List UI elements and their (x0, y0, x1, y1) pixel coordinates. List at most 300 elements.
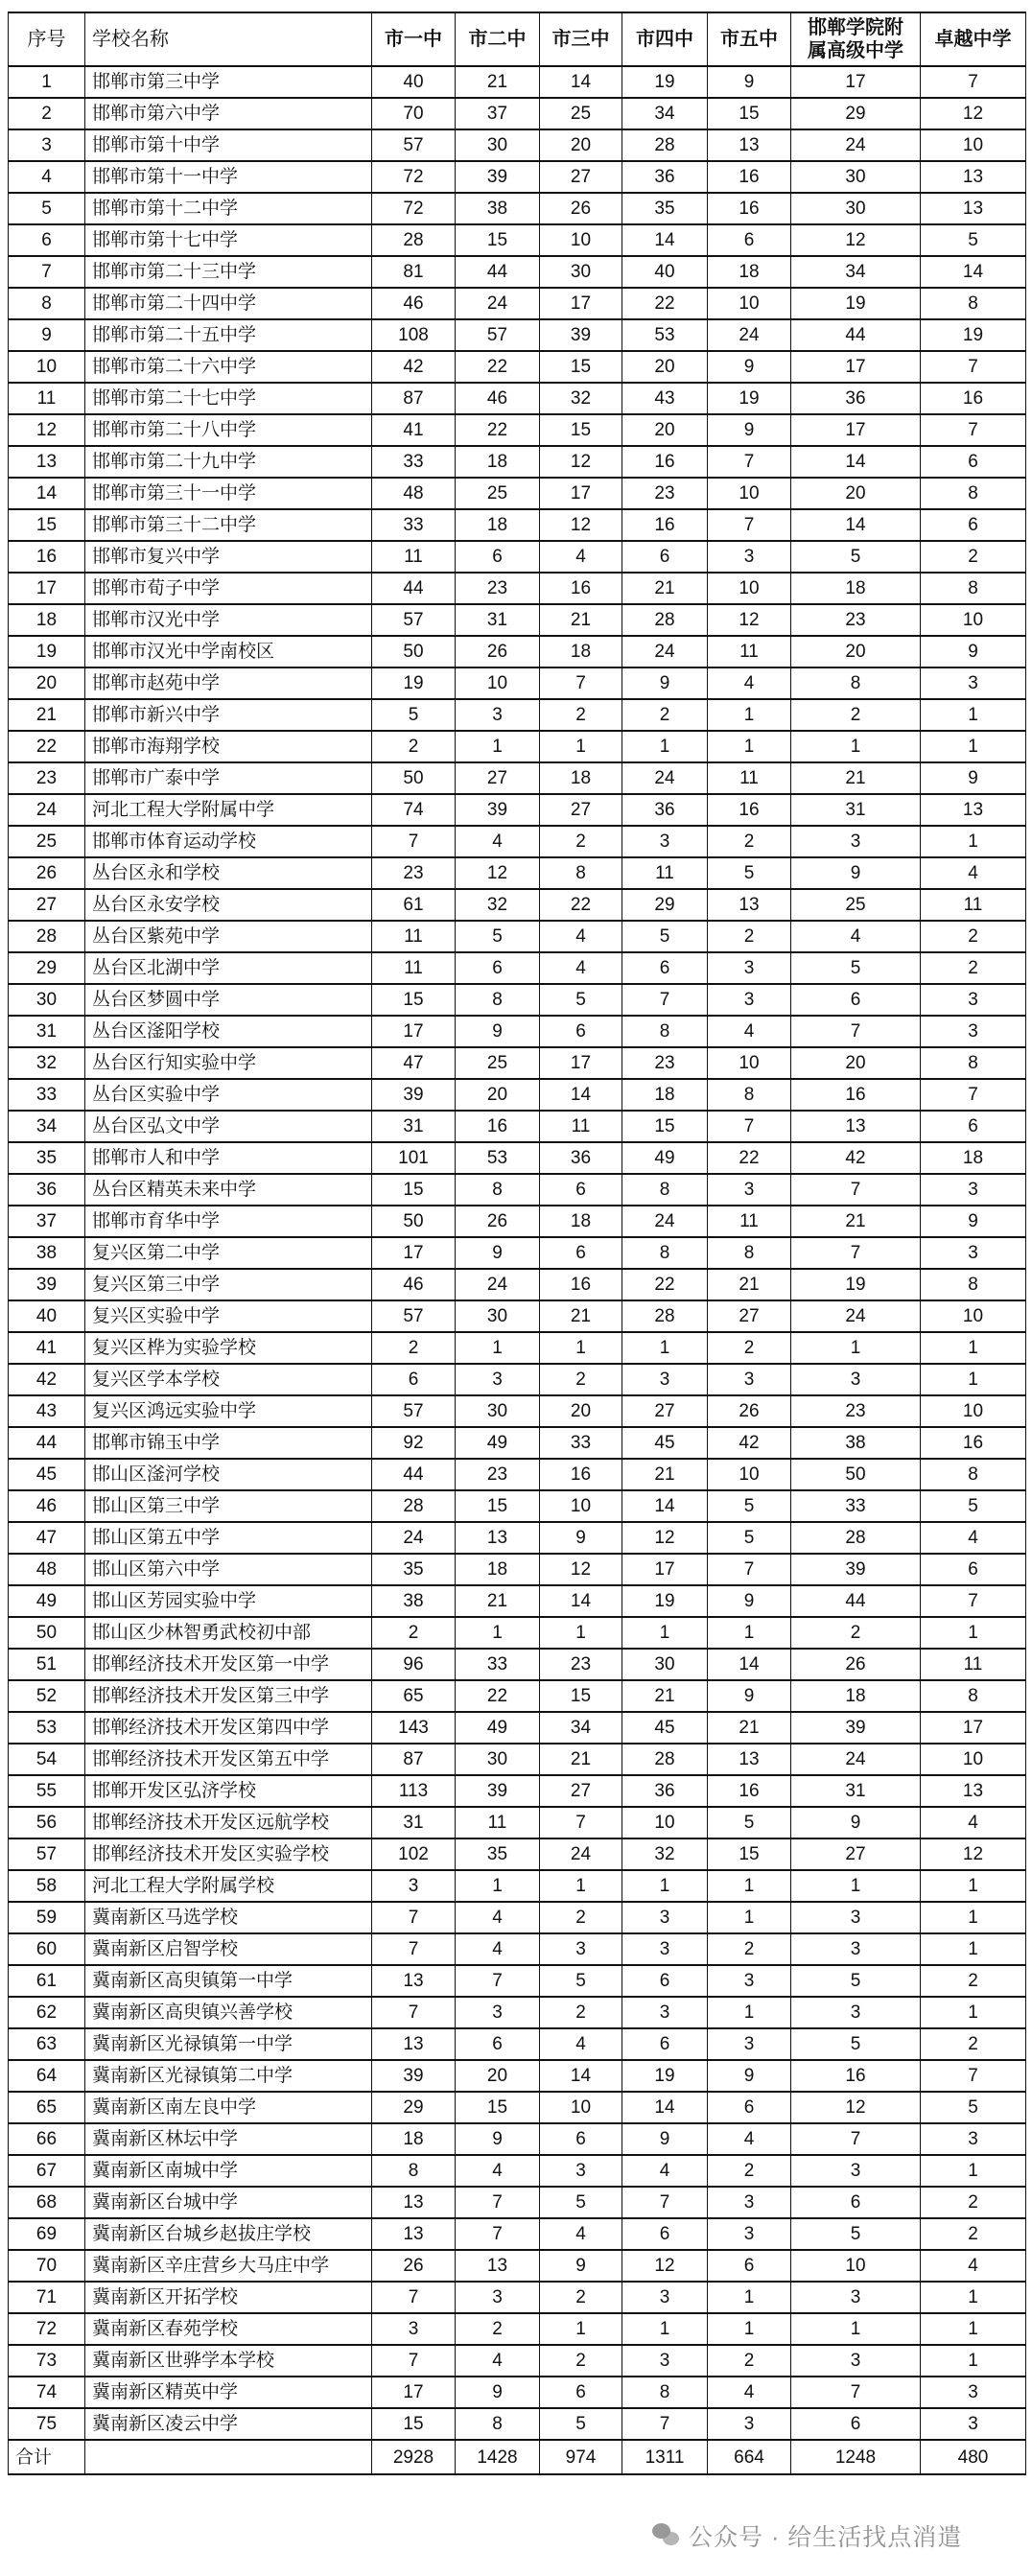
row-index: 63 (9, 2028, 85, 2060)
count-zhuoyue: 1 (921, 731, 1026, 762)
header-school-4: 市四中 (622, 12, 708, 66)
row-index: 50 (9, 1617, 85, 1649)
count-school-5: 11 (708, 762, 791, 794)
count-school-1: 2 (372, 731, 456, 762)
count-school-1: 26 (372, 2250, 456, 2282)
count-school-4: 7 (622, 984, 708, 1016)
count-school-3: 39 (540, 319, 622, 351)
row-index: 27 (9, 889, 85, 921)
count-school-2: 24 (456, 288, 540, 319)
table-row (9, 604, 1026, 636)
count-school-1: 17 (372, 1237, 456, 1269)
count-school-4: 8 (622, 1016, 708, 1047)
row-index: 52 (9, 1680, 85, 1712)
count-handan-college-affiliated: 13 (791, 1111, 921, 1142)
count-school-3: 3 (540, 1933, 622, 1965)
count-zhuoyue: 9 (921, 762, 1026, 794)
table-row (9, 1427, 1026, 1459)
count-school-4: 45 (622, 1712, 708, 1744)
school-name: 冀南新区光禄镇第二中学 (85, 2060, 372, 2092)
count-school-3: 25 (540, 98, 622, 129)
total-count-school-5: 664 (708, 2440, 791, 2474)
count-school-4: 18 (622, 1079, 708, 1111)
count-handan-college-affiliated: 3 (791, 1364, 921, 1395)
school-name: 复兴区实验中学 (85, 1300, 372, 1332)
count-school-2: 23 (456, 573, 540, 604)
count-school-2: 6 (456, 952, 540, 984)
school-name: 邯山区第三中学 (85, 1490, 372, 1522)
count-school-1: 102 (372, 1838, 456, 1870)
count-school-4: 6 (622, 2028, 708, 2060)
wechat-icon (652, 2523, 681, 2548)
count-school-5: 3 (708, 2187, 791, 2218)
count-school-4: 19 (622, 66, 708, 98)
count-school-3: 17 (540, 478, 622, 509)
row-index: 71 (9, 2282, 85, 2313)
count-school-2: 46 (456, 383, 540, 414)
count-school-4: 30 (622, 1649, 708, 1680)
table-row (9, 636, 1026, 667)
row-index: 2 (9, 98, 85, 129)
count-school-1: 42 (372, 351, 456, 383)
school-name: 冀南新区世骅学本学校 (85, 2345, 372, 2377)
count-school-4: 5 (622, 921, 708, 952)
table-row (9, 1142, 1026, 1174)
count-school-4: 36 (622, 1775, 708, 1807)
count-handan-college-affiliated: 3 (791, 2345, 921, 2377)
count-school-1: 47 (372, 1047, 456, 1079)
count-school-1: 96 (372, 1649, 456, 1680)
school-name: 邯郸市第二十六中学 (85, 351, 372, 383)
school-name: 河北工程大学附属中学 (85, 794, 372, 826)
count-handan-college-affiliated: 12 (791, 2092, 921, 2123)
table-row (9, 541, 1026, 573)
count-school-3: 17 (540, 288, 622, 319)
school-name: 冀南新区南左良中学 (85, 2092, 372, 2123)
count-school-3: 1 (540, 731, 622, 762)
count-handan-college-affiliated: 4 (791, 921, 921, 952)
count-school-5: 4 (708, 2377, 791, 2408)
count-school-3: 21 (540, 1300, 622, 1332)
count-zhuoyue: 8 (921, 288, 1026, 319)
count-school-1: 8 (372, 2155, 456, 2187)
school-name: 邯郸市锦玉中学 (85, 1427, 372, 1459)
row-index: 39 (9, 1269, 85, 1300)
count-school-3: 27 (540, 161, 622, 193)
count-school-4: 1 (622, 731, 708, 762)
row-index: 45 (9, 1459, 85, 1490)
count-school-5: 9 (708, 2060, 791, 2092)
count-school-5: 3 (708, 952, 791, 984)
count-school-5: 1 (708, 1870, 791, 1902)
table-row (9, 1459, 1026, 1490)
count-school-4: 21 (622, 1459, 708, 1490)
count-school-2: 12 (456, 857, 540, 889)
count-zhuoyue: 8 (921, 1047, 1026, 1079)
table-row (9, 2218, 1026, 2250)
row-index: 56 (9, 1807, 85, 1838)
table-row (9, 2313, 1026, 2345)
count-school-4: 6 (622, 541, 708, 573)
count-school-1: 11 (372, 952, 456, 984)
count-school-4: 14 (622, 224, 708, 256)
count-school-3: 16 (540, 573, 622, 604)
count-school-1: 143 (372, 1712, 456, 1744)
count-school-4: 22 (622, 288, 708, 319)
table-row (9, 1997, 1026, 2028)
count-zhuoyue: 2 (921, 2028, 1026, 2060)
row-index: 29 (9, 952, 85, 984)
count-zhuoyue: 2 (921, 2218, 1026, 2250)
school-name: 复兴区第二中学 (85, 1237, 372, 1269)
count-school-1: 33 (372, 509, 456, 541)
count-zhuoyue: 10 (921, 1300, 1026, 1332)
table-row (9, 509, 1026, 541)
count-school-4: 11 (622, 857, 708, 889)
count-handan-college-affiliated: 7 (791, 1016, 921, 1047)
count-handan-college-affiliated: 5 (791, 1965, 921, 1997)
count-school-5: 10 (708, 1047, 791, 1079)
row-index: 20 (9, 667, 85, 699)
count-school-4: 43 (622, 383, 708, 414)
table-row (9, 383, 1026, 414)
count-zhuoyue: 13 (921, 161, 1026, 193)
table-row (9, 1522, 1026, 1554)
count-school-5: 10 (708, 288, 791, 319)
count-handan-college-affiliated: 25 (791, 889, 921, 921)
count-handan-college-affiliated: 1 (791, 1870, 921, 1902)
count-zhuoyue: 3 (921, 1174, 1026, 1206)
row-index: 42 (9, 1364, 85, 1395)
count-zhuoyue: 12 (921, 98, 1026, 129)
count-school-5: 9 (708, 66, 791, 98)
row-index: 73 (9, 2345, 85, 2377)
count-school-5: 16 (708, 161, 791, 193)
table-row (9, 1490, 1026, 1522)
count-school-1: 35 (372, 1554, 456, 1585)
table-row (9, 414, 1026, 446)
table-row (9, 826, 1026, 857)
count-handan-college-affiliated: 27 (791, 1838, 921, 1870)
count-school-5: 21 (708, 1269, 791, 1300)
count-school-4: 1 (622, 1617, 708, 1649)
count-zhuoyue: 7 (921, 414, 1026, 446)
total-school-name (85, 2440, 372, 2474)
count-zhuoyue: 8 (921, 478, 1026, 509)
count-school-2: 7 (456, 1965, 540, 1997)
count-school-2: 39 (456, 161, 540, 193)
count-school-1: 7 (372, 1933, 456, 1965)
row-index: 36 (9, 1174, 85, 1206)
count-zhuoyue: 2 (921, 921, 1026, 952)
header-row (9, 12, 1026, 66)
count-school-3: 2 (540, 2282, 622, 2313)
school-name: 冀南新区开拓学校 (85, 2282, 372, 2313)
count-handan-college-affiliated: 10 (791, 2250, 921, 2282)
table-row (9, 1079, 1026, 1111)
row-index: 48 (9, 1554, 85, 1585)
count-school-4: 21 (622, 573, 708, 604)
count-school-1: 33 (372, 446, 456, 478)
count-school-2: 3 (456, 2282, 540, 2313)
row-index: 28 (9, 921, 85, 952)
count-school-2: 4 (456, 2345, 540, 2377)
count-handan-college-affiliated: 39 (791, 1712, 921, 1744)
count-school-4: 28 (622, 1744, 708, 1775)
count-handan-college-affiliated: 44 (791, 319, 921, 351)
count-handan-college-affiliated: 6 (791, 984, 921, 1016)
count-zhuoyue: 9 (921, 1206, 1026, 1237)
count-school-2: 21 (456, 1585, 540, 1617)
row-index: 58 (9, 1870, 85, 1902)
row-index: 69 (9, 2218, 85, 2250)
school-name: 邯郸市第三十一中学 (85, 478, 372, 509)
table-row (9, 1933, 1026, 1965)
row-index: 15 (9, 509, 85, 541)
count-zhuoyue: 6 (921, 446, 1026, 478)
header-school-1: 市一中 (372, 12, 456, 66)
count-school-1: 74 (372, 794, 456, 826)
count-school-5: 19 (708, 383, 791, 414)
row-index: 17 (9, 573, 85, 604)
count-zhuoyue: 2 (921, 541, 1026, 573)
count-school-3: 3 (540, 2155, 622, 2187)
count-school-2: 35 (456, 1838, 540, 1870)
count-zhuoyue: 4 (921, 857, 1026, 889)
count-school-2: 8 (456, 2408, 540, 2440)
count-school-2: 26 (456, 1206, 540, 1237)
count-school-3: 17 (540, 1047, 622, 1079)
header-school-5: 市五中 (708, 12, 791, 66)
count-school-5: 3 (708, 1965, 791, 1997)
count-school-5: 13 (708, 889, 791, 921)
count-school-4: 16 (622, 509, 708, 541)
school-name: 冀南新区高臾镇兴善学校 (85, 1997, 372, 2028)
count-school-2: 1 (456, 1332, 540, 1364)
count-school-2: 37 (456, 98, 540, 129)
count-school-3: 4 (540, 921, 622, 952)
count-school-3: 11 (540, 1111, 622, 1142)
row-index: 11 (9, 383, 85, 414)
count-school-5: 9 (708, 1585, 791, 1617)
count-zhuoyue: 7 (921, 2060, 1026, 2092)
count-school-5: 10 (708, 573, 791, 604)
row-index: 68 (9, 2187, 85, 2218)
count-school-1: 17 (372, 1016, 456, 1047)
table-row (9, 1047, 1026, 1079)
school-name: 丛台区北湖中学 (85, 952, 372, 984)
count-school-1: 28 (372, 1490, 456, 1522)
count-school-3: 33 (540, 1427, 622, 1459)
count-school-4: 49 (622, 1142, 708, 1174)
count-school-5: 16 (708, 1775, 791, 1807)
count-school-1: 61 (372, 889, 456, 921)
count-school-2: 16 (456, 1111, 540, 1142)
count-handan-college-affiliated: 24 (791, 1744, 921, 1775)
count-school-1: 2 (372, 1332, 456, 1364)
row-index: 30 (9, 984, 85, 1016)
table-row (9, 224, 1026, 256)
table-row (9, 2282, 1026, 2313)
count-school-1: 41 (372, 414, 456, 446)
school-name: 邯郸市广泰中学 (85, 762, 372, 794)
school-name: 邯郸市第十七中学 (85, 224, 372, 256)
count-school-1: 57 (372, 1300, 456, 1332)
count-school-2: 49 (456, 1427, 540, 1459)
count-school-4: 45 (622, 1427, 708, 1459)
table-row (9, 1395, 1026, 1427)
count-school-4: 3 (622, 1902, 708, 1933)
count-school-1: 38 (372, 1585, 456, 1617)
count-school-3: 24 (540, 1838, 622, 1870)
count-handan-college-affiliated: 5 (791, 2218, 921, 2250)
count-school-5: 9 (708, 351, 791, 383)
count-school-3: 5 (540, 984, 622, 1016)
count-school-4: 19 (622, 2060, 708, 2092)
school-name: 邯郸市第二十三中学 (85, 256, 372, 288)
count-school-4: 28 (622, 1300, 708, 1332)
count-school-2: 3 (456, 699, 540, 731)
table-row (9, 288, 1026, 319)
count-handan-college-affiliated: 14 (791, 509, 921, 541)
school-name: 邯郸市第二十九中学 (85, 446, 372, 478)
count-school-4: 29 (622, 889, 708, 921)
count-zhuoyue: 2 (921, 1965, 1026, 1997)
count-handan-college-affiliated: 3 (791, 2282, 921, 2313)
count-school-4: 23 (622, 1047, 708, 1079)
count-school-1: 13 (372, 2187, 456, 2218)
count-school-2: 7 (456, 2187, 540, 2218)
table-row (9, 984, 1026, 1016)
table-row (9, 2155, 1026, 2187)
count-school-1: 2 (372, 1617, 456, 1649)
school-name: 丛台区永和学校 (85, 857, 372, 889)
count-school-1: 31 (372, 1807, 456, 1838)
count-zhuoyue: 11 (921, 1649, 1026, 1680)
count-school-1: 7 (372, 826, 456, 857)
count-handan-college-affiliated: 26 (791, 1649, 921, 1680)
count-school-4: 34 (622, 98, 708, 129)
row-index: 8 (9, 288, 85, 319)
school-name: 丛台区弘文中学 (85, 1111, 372, 1142)
count-school-2: 53 (456, 1142, 540, 1174)
count-school-1: 44 (372, 573, 456, 604)
school-name: 邯郸市赵苑中学 (85, 667, 372, 699)
count-school-3: 20 (540, 129, 622, 161)
school-name: 邯郸市体育运动学校 (85, 826, 372, 857)
row-index: 38 (9, 1237, 85, 1269)
count-zhuoyue: 18 (921, 1142, 1026, 1174)
table-row (9, 2060, 1026, 2092)
count-handan-college-affiliated: 6 (791, 2408, 921, 2440)
table-row (9, 319, 1026, 351)
count-handan-college-affiliated: 19 (791, 288, 921, 319)
school-name: 邯郸市第十中学 (85, 129, 372, 161)
count-school-1: 7 (372, 2345, 456, 2377)
row-index: 46 (9, 1490, 85, 1522)
count-school-2: 22 (456, 414, 540, 446)
count-school-1: 113 (372, 1775, 456, 1807)
count-handan-college-affiliated: 20 (791, 1047, 921, 1079)
count-school-2: 4 (456, 826, 540, 857)
header-index: 序号 (9, 12, 85, 66)
table-row (9, 1649, 1026, 1680)
count-school-1: 50 (372, 1206, 456, 1237)
count-school-5: 1 (708, 731, 791, 762)
count-handan-college-affiliated: 20 (791, 478, 921, 509)
count-school-2: 39 (456, 794, 540, 826)
count-school-1: 3 (372, 2313, 456, 2345)
count-zhuoyue: 1 (921, 1870, 1026, 1902)
count-zhuoyue: 7 (921, 1079, 1026, 1111)
count-zhuoyue: 9 (921, 636, 1026, 667)
total-count-school-1: 2928 (372, 2440, 456, 2474)
table-row (9, 1111, 1026, 1142)
table-row (9, 2250, 1026, 2282)
count-handan-college-affiliated: 30 (791, 193, 921, 224)
row-index: 49 (9, 1585, 85, 1617)
row-index: 1 (9, 66, 85, 98)
count-school-5: 1 (708, 1997, 791, 2028)
count-school-3: 15 (540, 414, 622, 446)
count-handan-college-affiliated: 7 (791, 1237, 921, 1269)
count-school-3: 10 (540, 224, 622, 256)
count-zhuoyue: 13 (921, 193, 1026, 224)
count-school-5: 8 (708, 1079, 791, 1111)
count-school-1: 92 (372, 1427, 456, 1459)
table-row (9, 1237, 1026, 1269)
row-index: 21 (9, 699, 85, 731)
count-school-5: 5 (708, 1807, 791, 1838)
count-zhuoyue: 7 (921, 1585, 1026, 1617)
count-school-5: 7 (708, 1111, 791, 1142)
school-name: 冀南新区台城中学 (85, 2187, 372, 2218)
total-count-school-4: 1311 (622, 2440, 708, 2474)
count-school-1: 72 (372, 193, 456, 224)
count-school-4: 23 (622, 478, 708, 509)
count-school-1: 29 (372, 2092, 456, 2123)
count-zhuoyue: 3 (921, 667, 1026, 699)
count-handan-college-affiliated: 1 (791, 1332, 921, 1364)
header-school-2: 市二中 (456, 12, 540, 66)
count-school-4: 24 (622, 762, 708, 794)
count-zhuoyue: 5 (921, 2092, 1026, 2123)
school-name: 邯郸经济技术开发区远航学校 (85, 1807, 372, 1838)
count-school-3: 1 (540, 1617, 622, 1649)
count-school-4: 27 (622, 1395, 708, 1427)
count-school-4: 2 (622, 699, 708, 731)
count-school-3: 18 (540, 762, 622, 794)
count-zhuoyue: 1 (921, 1997, 1026, 2028)
count-zhuoyue: 1 (921, 1902, 1026, 1933)
table-row (9, 2408, 1026, 2440)
row-index: 25 (9, 826, 85, 857)
count-school-5: 5 (708, 857, 791, 889)
count-school-5: 6 (708, 2250, 791, 2282)
count-school-4: 8 (622, 2377, 708, 2408)
count-handan-college-affiliated: 6 (791, 2187, 921, 2218)
count-handan-college-affiliated: 5 (791, 541, 921, 573)
count-handan-college-affiliated: 3 (791, 1933, 921, 1965)
count-school-5: 5 (708, 1522, 791, 1554)
table-row (9, 2187, 1026, 2218)
row-index: 74 (9, 2377, 85, 2408)
count-school-5: 21 (708, 1712, 791, 1744)
count-school-3: 16 (540, 1459, 622, 1490)
count-school-1: 7 (372, 1997, 456, 2028)
count-school-1: 65 (372, 1680, 456, 1712)
school-name: 河北工程大学附属学校 (85, 1870, 372, 1902)
